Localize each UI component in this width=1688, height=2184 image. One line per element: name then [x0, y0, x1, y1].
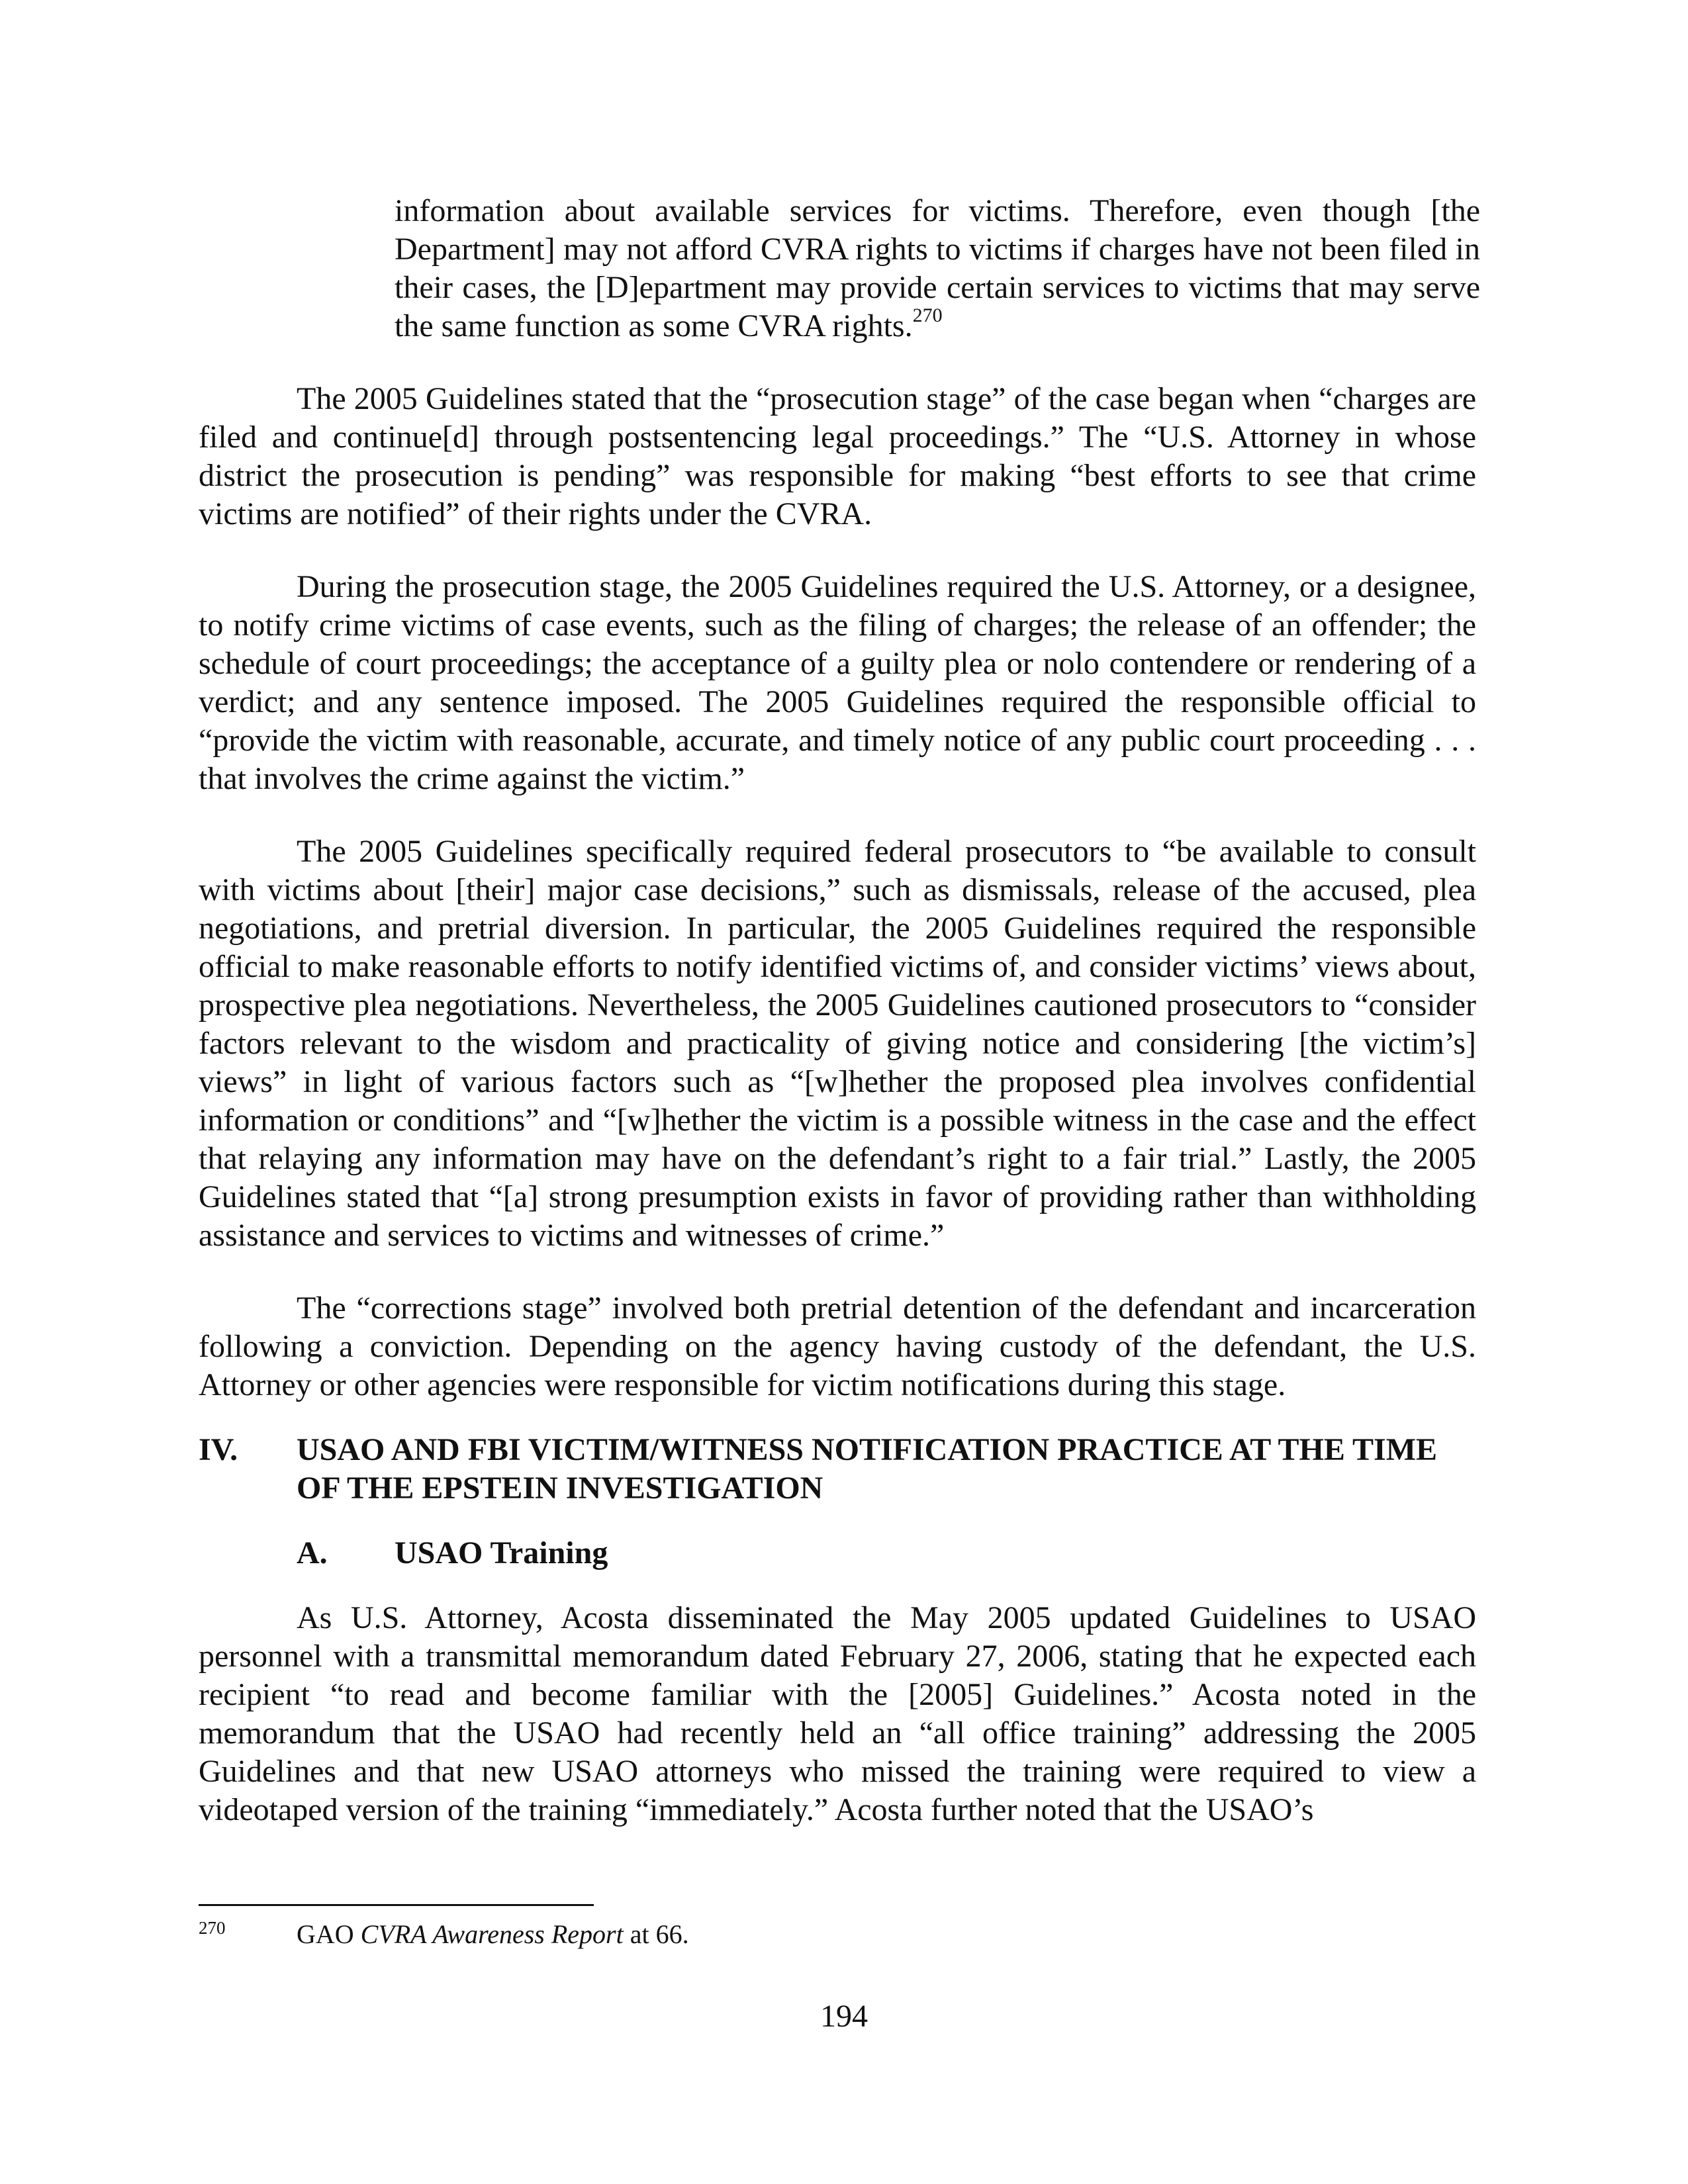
footnote-divider	[199, 1904, 594, 1906]
section-title: USAO AND FBI VICTIM/WITNESS NOTIFICATION PRACTICE AT THE TIME OF THE EPSTEIN INVESTIGATION	[297, 1432, 1438, 1506]
paragraph-usao-training: As U.S. Attorney, Acosta disseminated the May 2005 updated Guidelines to USAO personnel with a transmittal memorandum dated February 27, 2006, stating that he expected each recipient “to read and become familiar with the [2005] Guidelines.” Acosta noted in the memorandum that the USAO had recently held an “all office training” addressing the 2005 Guidelines and that new USAO attorneys who missed the training were required to view a videotaped version of the training “immediately.” Acosta further noted that the USAO’s	[199, 1600, 1476, 1827]
footnote-reference[interactable]: 270	[912, 304, 943, 326]
paragraph-prosecution-stage: The 2005 Guidelines stated that the “prosecution stage” of the case began when “charges are filed and continue[d] through postsentencing legal proceedings.” The “U.S. Attorney in whose district the prosecution is pending” was responsible for making “best efforts to see that crime victims are notified” of their rights under the CVRA.	[199, 381, 1476, 531]
footnote-report-title: CVRA Awareness Report	[360, 1919, 624, 1949]
paragraph-corrections-stage: The “corrections stage” involved both pretrial detention of the defendant and incarceration following a conviction. Depending on the agency having custody of the defendant, the U.S. Attorney or other agencies were responsible for victim notifications during this stage.	[199, 1291, 1476, 1402]
footnote-number: 270	[199, 1918, 226, 1938]
page-number: 194	[820, 1999, 868, 2034]
section-heading	[199, 1431, 1476, 1508]
section-number: IV.	[199, 1432, 238, 1467]
subsection-title: USAO Training	[395, 1535, 608, 1570]
paragraph-case-events: During the prosecution stage, the 2005 Guidelines required the U.S. Attorney, or a designee, to notify crime victims of case events, such as the filing of charges; the release of an offender; the schedule of court proceedings; the acceptance of a guilty plea or nolo contendere or rendering of a verdict; and any sentence imposed. The 2005 Guidelines required the responsible official to “provide the victim with reasonable, accurate, and timely notice of any public court proceeding . . . that involves the crime against the victim.”	[199, 569, 1476, 796]
paragraph-consult-victims: The 2005 Guidelines specifically required federal prosecutors to “be available to consult with victims about [their] major case decisions,” such as dismissals, release of the accused, plea negotiations, and pretrial diversion. In particular, the 2005 Guidelines required the responsible official to make reasonable efforts to notify identified victims of, and consider victims’ views about, prospective plea negotiations. Nevertheless, the 2005 Guidelines cautioned prosecutors to “consider factors relevant to the wisdom and practicality of giving notice and considering [the victim’s] views” in light of various factors such as “[w]hether the proposed plea involves confidential information or conditions” and “[w]hether the victim is a possible witness in the case and the effect that relaying any information may have on the defendant’s right to a fair trial.” Lastly, the 2005 Guidelines stated that “[a] strong presumption exists in favor of providing rather than withholding assistance and services to victims and witnesses of crime.”	[199, 834, 1476, 1253]
subsection-heading	[297, 1534, 1476, 1572]
footnote	[199, 1918, 1476, 1951]
block-quote-text: information about available services for victims. Therefore, even though [the Department] may not afford CVRA rights to victims if charges have not been filed in their cases, the [D]epartment may provide certain services to victims that may serve the same function as some CVRA rights.	[395, 193, 1480, 343]
subsection-number: A.	[297, 1535, 328, 1570]
block-quote	[395, 192, 1480, 345]
page-body	[199, 192, 1480, 1829]
footnote-prefix: GAO	[297, 1919, 361, 1949]
footnote-text	[297, 1918, 689, 1951]
footnote-suffix: at 66.	[623, 1919, 689, 1949]
